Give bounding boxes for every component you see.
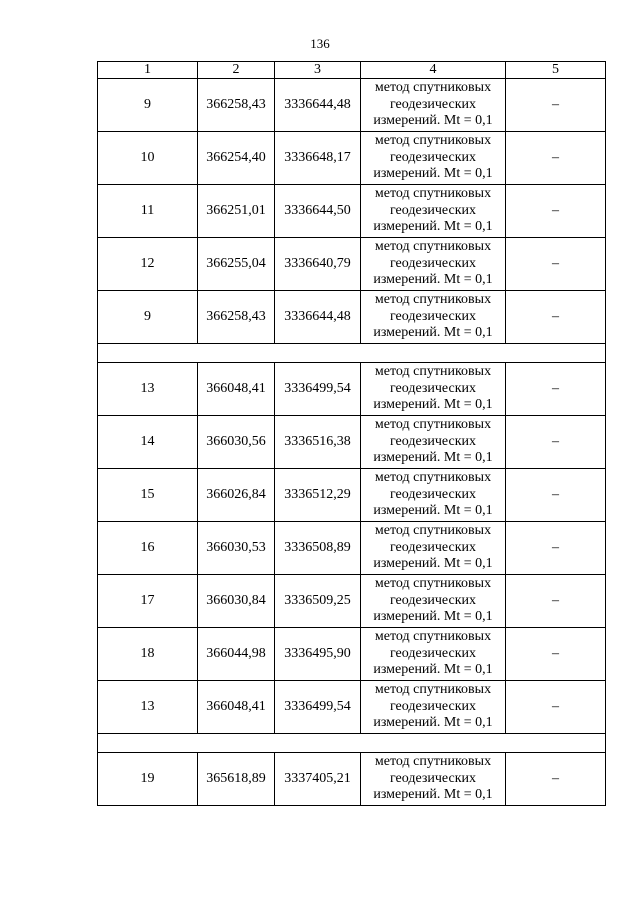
point-number-cell: 10 bbox=[98, 132, 198, 185]
note-cell: – bbox=[506, 79, 606, 132]
table-row bbox=[98, 416, 606, 469]
method-cell: метод спутниковых геодезических измерений. Mt = 0,1 bbox=[361, 132, 506, 185]
method-cell: метод спутниковых геодезических измерений. Mt = 0,1 bbox=[361, 753, 506, 806]
x-coordinate-cell: 366251,01 bbox=[198, 185, 275, 238]
x-coordinate-cell: 366258,43 bbox=[198, 291, 275, 344]
table-row bbox=[98, 363, 606, 416]
method-cell: метод спутниковых геодезических измерений. Mt = 0,1 bbox=[361, 291, 506, 344]
x-coordinate-cell: 366254,40 bbox=[198, 132, 275, 185]
y-coordinate-cell: 3336495,90 bbox=[275, 628, 361, 681]
column-header-1: 1 bbox=[98, 62, 198, 79]
note-cell: – bbox=[506, 522, 606, 575]
x-coordinate-cell: 366255,04 bbox=[198, 238, 275, 291]
column-header-2: 2 bbox=[198, 62, 275, 79]
y-coordinate-cell: 3337405,21 bbox=[275, 753, 361, 806]
table-row bbox=[98, 79, 606, 132]
point-number-cell: 14 bbox=[98, 416, 198, 469]
y-coordinate-cell: 3336644,48 bbox=[275, 291, 361, 344]
y-coordinate-cell: 3336648,17 bbox=[275, 132, 361, 185]
method-cell: метод спутниковых геодезических измерений. Mt = 0,1 bbox=[361, 469, 506, 522]
column-header-3: 3 bbox=[275, 62, 361, 79]
point-number-cell: 12 bbox=[98, 238, 198, 291]
x-coordinate-cell: 365618,89 bbox=[198, 753, 275, 806]
method-cell: метод спутниковых геодезических измерений. Mt = 0,1 bbox=[361, 185, 506, 238]
x-coordinate-cell: 366044,98 bbox=[198, 628, 275, 681]
note-cell: – bbox=[506, 416, 606, 469]
method-cell: метод спутниковых геодезических измерений. Mt = 0,1 bbox=[361, 681, 506, 734]
section-separator-cell bbox=[98, 344, 606, 363]
point-number-cell: 19 bbox=[98, 753, 198, 806]
y-coordinate-cell: 3336516,38 bbox=[275, 416, 361, 469]
y-coordinate-cell: 3336512,29 bbox=[275, 469, 361, 522]
x-coordinate-cell: 366258,43 bbox=[198, 79, 275, 132]
column-header-4: 4 bbox=[361, 62, 506, 79]
column-header-5: 5 bbox=[506, 62, 606, 79]
y-coordinate-cell: 3336640,79 bbox=[275, 238, 361, 291]
point-number-cell: 17 bbox=[98, 575, 198, 628]
note-cell: – bbox=[506, 363, 606, 416]
table-row bbox=[98, 575, 606, 628]
section-separator-row bbox=[98, 734, 606, 753]
table-row bbox=[98, 238, 606, 291]
y-coordinate-cell: 3336508,89 bbox=[275, 522, 361, 575]
point-number-cell: 9 bbox=[98, 291, 198, 344]
method-cell: метод спутниковых геодезических измерений. Mt = 0,1 bbox=[361, 363, 506, 416]
coordinates-table bbox=[97, 61, 606, 806]
note-cell: – bbox=[506, 291, 606, 344]
y-coordinate-cell: 3336499,54 bbox=[275, 363, 361, 416]
y-coordinate-cell: 3336644,50 bbox=[275, 185, 361, 238]
section-separator-row bbox=[98, 344, 606, 363]
table-row bbox=[98, 132, 606, 185]
point-number-cell: 18 bbox=[98, 628, 198, 681]
method-cell: метод спутниковых геодезических измерений. Mt = 0,1 bbox=[361, 522, 506, 575]
method-cell: метод спутниковых геодезических измерений. Mt = 0,1 bbox=[361, 575, 506, 628]
note-cell: – bbox=[506, 753, 606, 806]
point-number-cell: 13 bbox=[98, 363, 198, 416]
note-cell: – bbox=[506, 238, 606, 291]
method-cell: метод спутниковых геодезических измерений. Mt = 0,1 bbox=[361, 238, 506, 291]
x-coordinate-cell: 366030,53 bbox=[198, 522, 275, 575]
method-cell: метод спутниковых геодезических измерений. Mt = 0,1 bbox=[361, 416, 506, 469]
table-row bbox=[98, 291, 606, 344]
note-cell: – bbox=[506, 132, 606, 185]
y-coordinate-cell: 3336509,25 bbox=[275, 575, 361, 628]
table-header-row bbox=[98, 62, 606, 79]
table-row bbox=[98, 681, 606, 734]
point-number-cell: 15 bbox=[98, 469, 198, 522]
method-cell: метод спутниковых геодезических измерений. Mt = 0,1 bbox=[361, 628, 506, 681]
y-coordinate-cell: 3336644,48 bbox=[275, 79, 361, 132]
table-body bbox=[98, 79, 606, 806]
point-number-cell: 16 bbox=[98, 522, 198, 575]
x-coordinate-cell: 366030,56 bbox=[198, 416, 275, 469]
x-coordinate-cell: 366030,84 bbox=[198, 575, 275, 628]
table-row bbox=[98, 185, 606, 238]
x-coordinate-cell: 366026,84 bbox=[198, 469, 275, 522]
page-number: 136 bbox=[310, 36, 330, 51]
table-row bbox=[98, 522, 606, 575]
x-coordinate-cell: 366048,41 bbox=[198, 681, 275, 734]
note-cell: – bbox=[506, 575, 606, 628]
note-cell: – bbox=[506, 185, 606, 238]
section-separator-cell bbox=[98, 734, 606, 753]
point-number-cell: 11 bbox=[98, 185, 198, 238]
note-cell: – bbox=[506, 628, 606, 681]
table-row bbox=[98, 469, 606, 522]
method-cell: метод спутниковых геодезических измерений. Mt = 0,1 bbox=[361, 79, 506, 132]
y-coordinate-cell: 3336499,54 bbox=[275, 681, 361, 734]
point-number-cell: 13 bbox=[98, 681, 198, 734]
note-cell: – bbox=[506, 681, 606, 734]
x-coordinate-cell: 366048,41 bbox=[198, 363, 275, 416]
table-row bbox=[98, 628, 606, 681]
point-number-cell: 9 bbox=[98, 79, 198, 132]
table-row bbox=[98, 753, 606, 806]
note-cell: – bbox=[506, 469, 606, 522]
